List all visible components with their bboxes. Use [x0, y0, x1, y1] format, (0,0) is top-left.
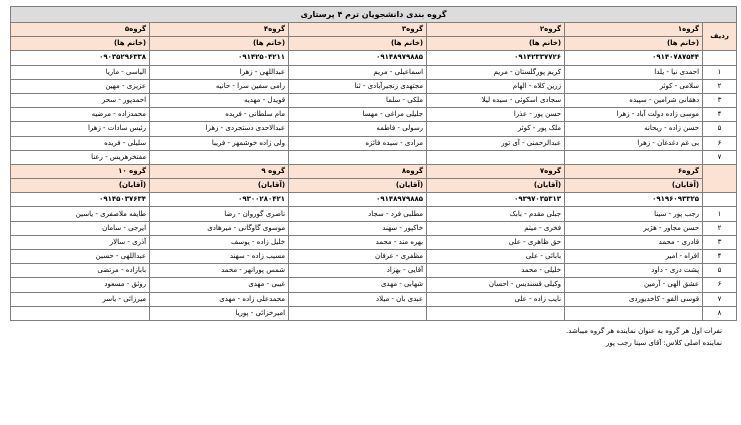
member-name: عشق الهی - آرمین [565, 278, 703, 292]
table-row [11, 122, 737, 136]
group-subtitle: (آقایان) [150, 179, 289, 193]
group-phone: ۰۹۱۴۲۳۳۷۷۲۶ [427, 51, 565, 65]
group-header: گروه ۱۰ [11, 164, 150, 178]
member-name: ملک پور - کوثر [427, 122, 565, 136]
member-name: قویدل - مهدیه [150, 93, 289, 107]
member-name: مام سلطانی - فریده [150, 108, 289, 122]
index-cell [703, 51, 737, 65]
member-name: کریم پورگلستان - مریم [427, 65, 565, 79]
member-name [565, 306, 703, 320]
member-name: سجادی اسکوئی - سیده لیلا [427, 93, 565, 107]
table-row [11, 65, 737, 79]
row-index: ۲ [703, 79, 737, 93]
member-name: آقایی - بهزاد [289, 264, 427, 278]
member-name: آذری - سالار [11, 235, 150, 249]
member-name: رامی سفین سرا - حانیه [150, 79, 289, 93]
member-name: بهره مند - محمد [289, 235, 427, 249]
row-index: ۵ [703, 122, 737, 136]
member-name: پشت دری - داود [565, 264, 703, 278]
group-phone: ۰۹۳۰۰۲۸۰۴۲۱ [150, 193, 289, 207]
group-phone: ۰۹۱۴۰۷۸۷۵۴۴ [565, 51, 703, 65]
group-phone: ۰۹۱۴۲۵۰۴۲۱۱ [150, 51, 289, 65]
table-title: گروه بندی دانشجویان ترم ۴ پرستاری [11, 7, 737, 23]
group-subtitle: (خانم ها) [11, 37, 150, 51]
group-header-row [11, 23, 737, 37]
member-name: مجتهدی زنجیرآبادی - ثنا [289, 79, 427, 93]
member-name: غیبی - مهدی [150, 278, 289, 292]
member-name: محمدزاده - مرضیه [11, 108, 150, 122]
table-row [11, 250, 737, 264]
group-subtitle: (خانم ها) [565, 37, 703, 51]
member-name: جبلی مقدم - بابک [427, 207, 565, 221]
index-header [703, 164, 737, 192]
member-name: احمدپور - سحر [11, 93, 150, 107]
table-row [11, 93, 737, 107]
member-name: میرزائی - یاسر [11, 292, 150, 306]
group-subtitle-row [11, 179, 737, 193]
group-header: گروه۱ [565, 23, 703, 37]
row-index: ۸ [703, 306, 737, 320]
group-subtitle: (خانم ها) [427, 37, 565, 51]
groups-table [10, 6, 737, 321]
member-name: موسوی گاوگانی - میرهادی [150, 221, 289, 235]
phone-row [11, 193, 737, 207]
member-name: مفتخرهریس - رعنا [11, 150, 150, 164]
row-index: ۷ [703, 292, 737, 306]
member-name: رسولی - فاطمه [289, 122, 427, 136]
member-name: زرین کلاه - الهام [427, 79, 565, 93]
table-row [11, 292, 737, 306]
group-header: گروه۸ [289, 164, 427, 178]
member-name: قادری - محمد [565, 235, 703, 249]
member-name: شهابی - مهدی [289, 278, 427, 292]
group-subtitle: (آقایان) [11, 179, 150, 193]
member-name: نایب زاده - علی [427, 292, 565, 306]
member-name: خلیلی - محمد [427, 264, 565, 278]
group-subtitle: (آقایان) [289, 179, 427, 193]
group-phone: ۰۹۱۴۵۰۳۷۶۳۴ [11, 193, 150, 207]
member-name: طایفه ملاصفری - یاسین [11, 207, 150, 221]
group-header: گروه۶ [565, 164, 703, 178]
row-index: ۲ [703, 221, 737, 235]
group-phone: ۰۹۱۹۶۰۹۳۳۲۵ [565, 193, 703, 207]
row-index: ۳ [703, 235, 737, 249]
table-row [11, 278, 737, 292]
index-header: ردیف [703, 23, 737, 51]
row-index: ۶ [703, 136, 737, 150]
member-name: دهقانی شرامین - سپیده [565, 93, 703, 107]
member-name: فخری - میثم [427, 221, 565, 235]
member-name: افراه - امیر [565, 250, 703, 264]
member-name [427, 306, 565, 320]
group-header: گروه۲ [427, 23, 565, 37]
member-name: رئیس سادات - زهرا [11, 122, 150, 136]
member-name: جلیلی مراغی - مهسا [289, 108, 427, 122]
member-name [427, 150, 565, 164]
member-name: سلیلی - فریده [11, 136, 150, 150]
table-row [11, 207, 737, 221]
row-index: ۶ [703, 278, 737, 292]
member-name [11, 306, 150, 320]
row-index: ۷ [703, 150, 737, 164]
member-name: حق ظاهری - علی [427, 235, 565, 249]
group-header: گروه۵ [11, 23, 150, 37]
table-row [11, 136, 737, 150]
member-name: عبدی بان - میلاد [289, 292, 427, 306]
member-name: شمس پورانهر - محمد [150, 264, 289, 278]
member-name: رجب پور - سینا [565, 207, 703, 221]
table-row [11, 79, 737, 93]
row-index: ۴ [703, 108, 737, 122]
group-header: گروه۳ [289, 23, 427, 37]
table-row [11, 306, 737, 320]
group-phone: ۰۹۰۳۵۲۹۶۳۳۸ [11, 51, 150, 65]
group-subtitle: (خانم ها) [150, 37, 289, 51]
group-phone: ۰۹۱۴۸۹۷۹۸۸۵ [289, 193, 427, 207]
member-name: حسن مجاور - هژیر [565, 221, 703, 235]
member-name: خاکپور - سهند [289, 221, 427, 235]
member-name: عبداللهی - زهرا [150, 65, 289, 79]
table-row [11, 235, 737, 249]
member-name: بی غم دغدغان - زهرا [565, 136, 703, 150]
note-representatives: نفرات اول هر گروه به عنوان نماینده هر گروه میباشد. [565, 327, 722, 335]
member-name: مسیب زاده - سهند [150, 250, 289, 264]
table-row [11, 221, 737, 235]
group-subtitle: (آقایان) [565, 179, 703, 193]
member-name: حسن پور - عذرا [427, 108, 565, 122]
member-name: حسن زاده - ریحانه [565, 122, 703, 136]
group-header-row [11, 164, 737, 178]
member-name: عبدالاحدی دستجردی - زهرا [150, 122, 289, 136]
row-index: ۵ [703, 264, 737, 278]
member-name [289, 150, 427, 164]
group-header: گروه۴ [150, 23, 289, 37]
member-name: بابائی - علی [427, 250, 565, 264]
member-name: امیرخزائی - پوریا [150, 306, 289, 320]
member-name: وکیلی قسندیس - احسان [427, 278, 565, 292]
group-subtitle: (آقایان) [427, 179, 565, 193]
group-subtitle-row [11, 37, 737, 51]
member-name: ولی زاده خوشمهر - فریبا [150, 136, 289, 150]
group-header: گروه ۹ [150, 164, 289, 178]
member-name: الیاسی - ماریا [11, 65, 150, 79]
member-name: ملکی - سلما [289, 93, 427, 107]
member-name: خلیل زاده - یوسف [150, 235, 289, 249]
member-name: عبداللهی - حسین [11, 250, 150, 264]
member-name: مظفری - عرفان [289, 250, 427, 264]
member-name: اسماعیلی - مریم [289, 65, 427, 79]
member-name: عزیزی - مهین [11, 79, 150, 93]
member-name: عبدالرحمنی - آی تور [427, 136, 565, 150]
member-name: موسی زاده دولت آباد - زهرا [565, 108, 703, 122]
table-row [11, 150, 737, 164]
note-class-representative: نماینده اصلی کلاس: آقای سینا رجب پور [606, 339, 722, 347]
member-name [565, 150, 703, 164]
group-phone: ۰۹۳۹۷۰۳۵۳۱۳ [427, 193, 565, 207]
member-name: بابازاده - مرتضی [11, 264, 150, 278]
member-name: روئق - مسعود [11, 278, 150, 292]
group-header: گروه۷ [427, 164, 565, 178]
table-row [11, 264, 737, 278]
member-name: قوسی الفو - کاخدیوردی [565, 292, 703, 306]
group-subtitle: (خانم ها) [289, 37, 427, 51]
row-index: ۳ [703, 93, 737, 107]
member-name: ناصری گوروان - رضا [150, 207, 289, 221]
member-name: مرادی - سیده فائزه [289, 136, 427, 150]
notes-block [10, 325, 736, 349]
index-cell [703, 193, 737, 207]
row-index: ۴ [703, 250, 737, 264]
group-phone: ۰۹۱۴۸۹۷۹۸۸۵ [289, 51, 427, 65]
row-index: ۱ [703, 207, 737, 221]
phone-row [11, 51, 737, 65]
table-row [11, 108, 737, 122]
member-name: ایرجی - سامان [11, 221, 150, 235]
row-index: ۱ [703, 65, 737, 79]
member-name: احمدی نیا - یلدا [565, 65, 703, 79]
member-name: سلامی - کوثر [565, 79, 703, 93]
member-name [150, 150, 289, 164]
member-name [289, 306, 427, 320]
member-name: مطلبی فرد - سجاد [289, 207, 427, 221]
member-name: محمدعلی زاده - مهدی [150, 292, 289, 306]
